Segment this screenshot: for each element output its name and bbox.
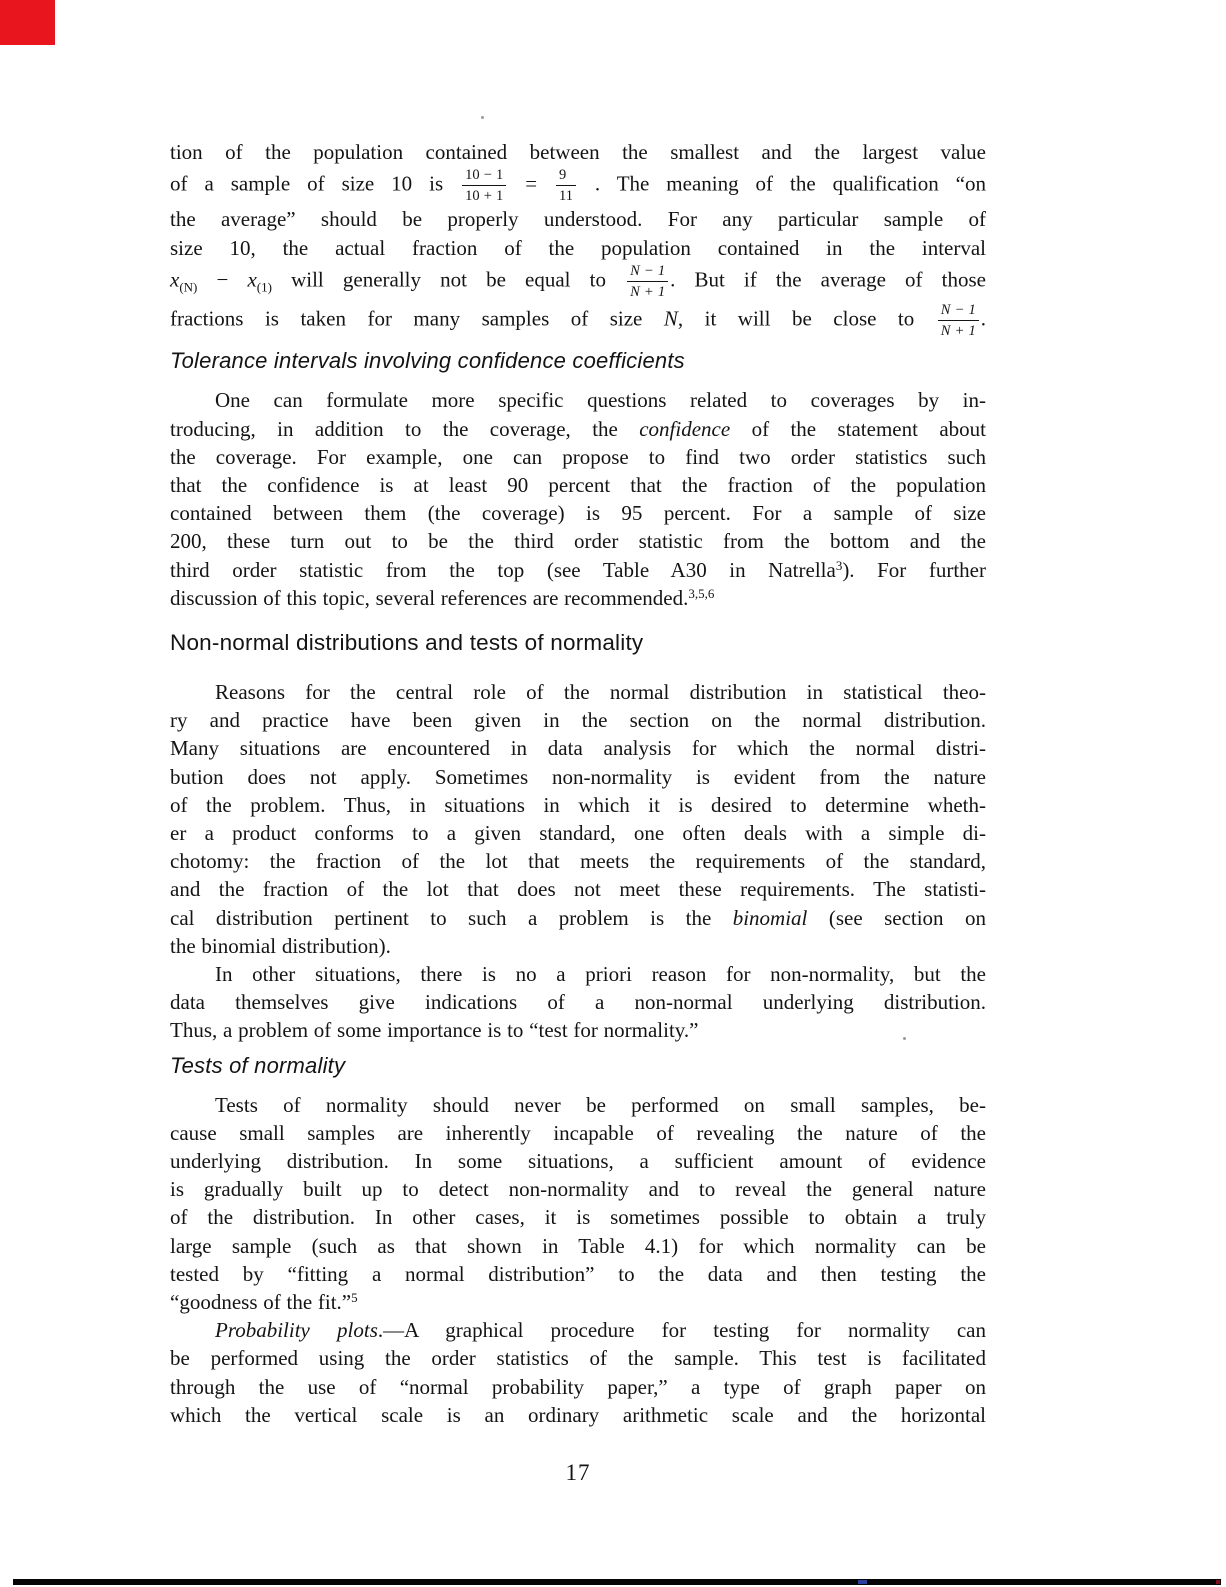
paragraph [170, 138, 986, 340]
inline-fraction: $\frac{N - 1}{N + 1}$ [936, 301, 981, 340]
text-line: tion of the population contained between the smallest and the largest value [170, 140, 986, 164]
text-line: the binomial distribution). [170, 933, 391, 958]
text-line: cause small samples are inherently incapable of revealing the nature of the [170, 1120, 986, 1145]
text-line: One can formulate more specific questions related to coverages by in- [215, 388, 986, 413]
inline-fraction: $\frac{10 - 1}{10 + 1}$ [460, 166, 508, 205]
text-line: cal distribution pertinent to such a problem is the binomial (see section on [170, 905, 987, 930]
text-line: ry and practice have been given in the section on the normal distribution. [170, 708, 986, 733]
text-line: which the vertical scale is an ordinary arithmetic scale and the horizontal [170, 1402, 986, 1427]
text-line: Many situations are encountered in data analysis for which the normal distri- [170, 736, 986, 761]
text-line: In other situations, there is no a priori reason for non-normality, but the [215, 962, 986, 987]
text-line: tested by “fitting a normal distribution” to the data and then testing the [170, 1261, 986, 1286]
text-line: Reasons for the central role of the normal distribution in statistical theo- [215, 679, 986, 704]
text-line: large sample (such as that shown in Table 4.1) for which normality can be [170, 1233, 986, 1258]
paragraph [170, 1091, 986, 1317]
text-line: and the fraction of the lot that does not meet these requirements. The statisti- [170, 877, 986, 902]
scan-artifact-corner-mark [0, 0, 55, 45]
text-line: $x_{(N)} - x_{(1)}$ will generally not be equal to $\frac{N - 1}{N + 1}$ . But if the average of those [170, 262, 986, 300]
paragraph [170, 678, 986, 960]
scan-noise-speck [903, 1037, 906, 1040]
paragraph [170, 960, 986, 1045]
text-line: er a product conforms to a given standard, one often deals with a simple di- [170, 821, 986, 845]
text-line: data themselves give indications of a non-normal underlying distribution. [170, 990, 986, 1015]
text-line: bution does not apply. Sometimes non-normality is evident from the nature [170, 764, 986, 789]
inline-fraction: $\frac{N - 1}{N + 1}$ [625, 262, 670, 301]
text-line: of the distribution. In other cases, it is sometimes possible to obtain a truly [170, 1205, 986, 1230]
subsection-heading: Tests of normality [170, 1052, 346, 1078]
text-line: third order statistic from the top (see Table A30 in Natrella$^3$). For further [170, 557, 986, 582]
inline-fraction: $\frac{9}{11}$ [554, 166, 578, 205]
scan-artifact-blue-speck [858, 1580, 867, 1584]
text-line: 200, these turn out to be the third order statistic from the bottom and the [170, 529, 986, 554]
scan-artifact-red-speck [1216, 1580, 1220, 1584]
text-line: discussion of this topic, several references are recommended.$^{3,5,6}$ [170, 585, 715, 610]
text-line: contained between them (the coverage) is 95 percent. For a sample of size [170, 501, 986, 526]
text-line: of the problem. Thus, in situations in which it is desired to determine wheth- [170, 792, 986, 817]
text-line: Thus, a problem of some importance is to “test for normality.” [170, 1018, 699, 1043]
text-line: the coverage. For example, one can propose to find two order statistics such [170, 444, 986, 469]
text-line: Probability plots.—A graphical procedure for testing for normality can [215, 1318, 986, 1343]
text-line: Tests of normality should never be performed on small samples, be- [215, 1092, 986, 1117]
paragraph [170, 386, 986, 612]
text-line: is gradually built up to detect non-normality and to reveal the general nature [170, 1177, 986, 1202]
text-line: of a sample of size 10 is $\frac{10 - 1}{10 + 1}$ = $\frac{9}{11}$ . The meaning of the qualification “on [170, 167, 986, 205]
text-line: the average” should be properly understood. For any particular sample of [170, 207, 986, 232]
text-line: that the confidence is at least 90 percent that the fraction of the population [170, 472, 986, 497]
page-text [170, 138, 986, 1429]
text-line: chotomy: the fraction of the lot that meets the requirements of the standard, [170, 849, 986, 874]
subsection-heading: Tolerance intervals involving confidence coefficients [170, 348, 685, 374]
page-number: 17 [565, 1460, 591, 1485]
paragraph [170, 1316, 986, 1429]
section-heading: Non-normal distributions and tests of normality [170, 629, 644, 655]
text-line: size 10, the actual fraction of the population contained in the interval [170, 235, 986, 260]
text-line: through the use of “normal probability paper,” a type of graph paper on [170, 1374, 986, 1399]
scan-artifact-bottom-bar [13, 1579, 1221, 1585]
text-line: troducing, in addition to the coverage, the confidence of the statement about [170, 416, 986, 441]
scan-noise-speck [481, 116, 484, 119]
text-line: fractions is taken for many samples of size N, it will be close to $\frac{N - 1}{N + 1}$ . [170, 302, 986, 340]
text-line: underlying distribution. In some situations, a sufficient amount of evidence [170, 1149, 986, 1174]
text-line: “goodness of the fit.”$^5$ [170, 1290, 358, 1315]
text-line: be performed using the order statistics of the sample. This test is facilitated [170, 1346, 986, 1371]
